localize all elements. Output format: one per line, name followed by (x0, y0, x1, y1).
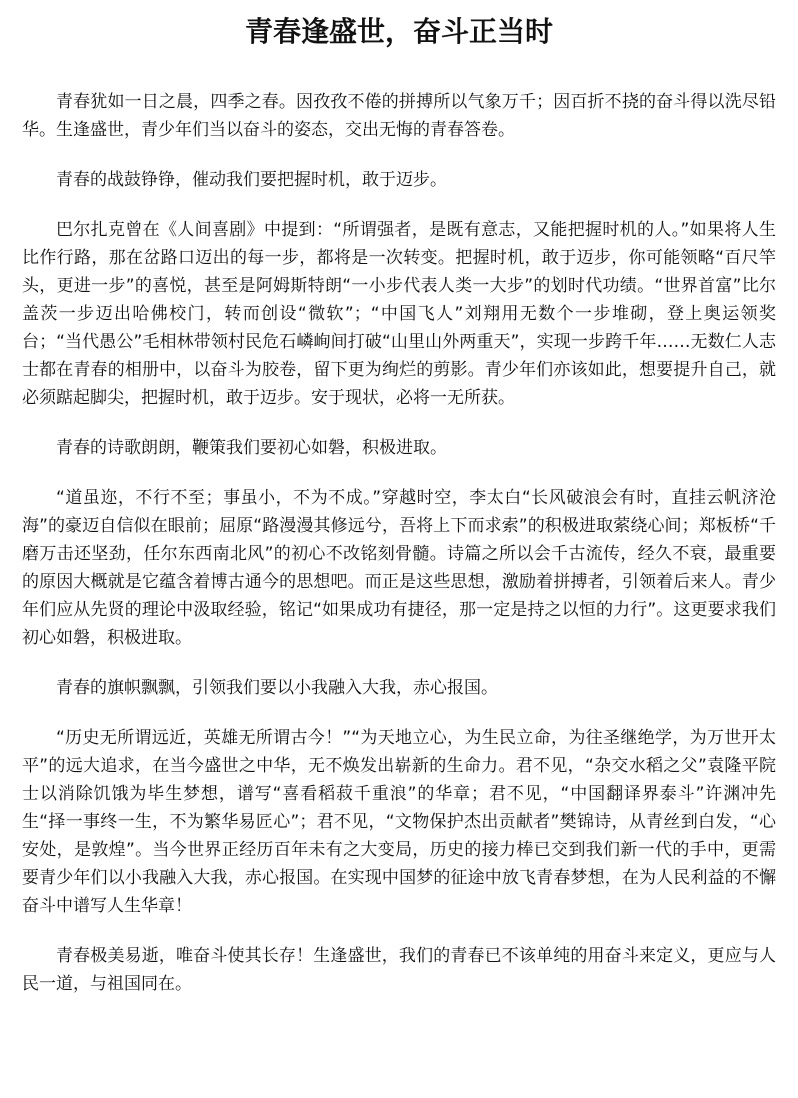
paragraph-1: 青春犹如一日之晨，四季之春。因孜孜不倦的拼搏所以气象万千；因百折不挠的奋斗得以洗尽铅华。生逢盛世，青少年们当以奋斗的姿态，交出无悔的青春答卷。 (22, 92, 776, 140)
essay-body (22, 88, 776, 998)
paragraph-7: “历史无所谓远近，英雄无所谓古今！”“为天地立心，为生民立命，为往圣继绝学，为万世开太平”的远大追求，在当今盛世之中华，无不焕发出崭新的生命力。君不见，“杂交水稻之父”袁隆平院士以消除饥饿为毕生梦想，谱写“喜看稻菽千重浪”的华章；君不见，“中国翻译界泰斗”许渊冲先生“择一事终一生，不为繁华易匠心”；君不见，“文物保护杰出贡献者”樊锦诗，从青丝到白发，“心安处，是敦煌”。当今世界正经历百年未有之大变局，历史的接力棒已交到我们新一代的手中，更需要青少年们以小我融入大我，赤心报国。在实现中国梦的征途中放飞青春梦想，在为人民利益的不懈奋斗中谱写人生华章！ (22, 728, 776, 916)
essay-title: 青春逢盛世，奋斗正当时 (244, 15, 553, 48)
paragraph-5: “道虽迩，不行不至；事虽小，不为不成。”穿越时空，李太白“长风破浪会有时，直挂云帆济沧海”的豪迈自信似在眼前；屈原“路漫漫其修远兮，吾将上下而求索”的积极进取萦绕心间；郑板桥“千磨万击还坚劲，任尔东西南北风”的初心不改铭刻骨髓。诗篇之所以会千古流传，经久不衰，最重要的原因大概就是它蕴含着博古通今的思想吧。而正是这些思想，激励着拼搏者，引领着后来人。青少年们应从先贤的理论中汲取经验，铭记“如果成功有捷径，那一定是持之以恒的力行”。这更要求我们初心如磐，积极进取。 (22, 488, 776, 648)
paragraph-6: 青春的旗帜飘飘，引领我们要以小我融入大我，赤心报国。 (56, 678, 498, 698)
paragraph-3: 巴尔扎克曾在《人间喜剧》中提到：“所谓强者，是既有意志，又能把握时机的人。”如果将人生比作行路，那在岔路口迈出的每一步，都将是一次转变。把握时机，敢于迈步，你可能领略“百尺竿头，更进一步”的喜悦，甚至是阿姆斯特朗“一小步代表人类一大步”的划时代功绩。“世界首富”比尔盖茨一步迈出哈佛校门，转而创设“微软”；“中国飞人”刘翔用无数个一步堆砌，登上奥运领奖台；“当代愚公”毛相林带领村民危石嶙峋间打破“山里山外两重天”，实现一步跨千年……无数仁人志士都在青春的相册中，以奋斗为胶卷，留下更为绚烂的剪影。青少年们亦该如此，想要提升自己，就必须踮起脚尖，把握时机，敢于迈步。安于现状，必将一无所获。 (22, 220, 776, 408)
paragraph-8: 青春极美易逝，唯奋斗使其长存！生逢盛世，我们的青春已不该单纯的用奋斗来定义，更应与人民一道，与祖国同在。 (22, 946, 776, 994)
paragraph-2: 青春的战鼓铮铮，催动我们要把握时机，敢于迈步。 (56, 170, 447, 190)
paragraph-4: 青春的诗歌朗朗，鞭策我们要初心如磐，积极进取。 (56, 438, 447, 458)
